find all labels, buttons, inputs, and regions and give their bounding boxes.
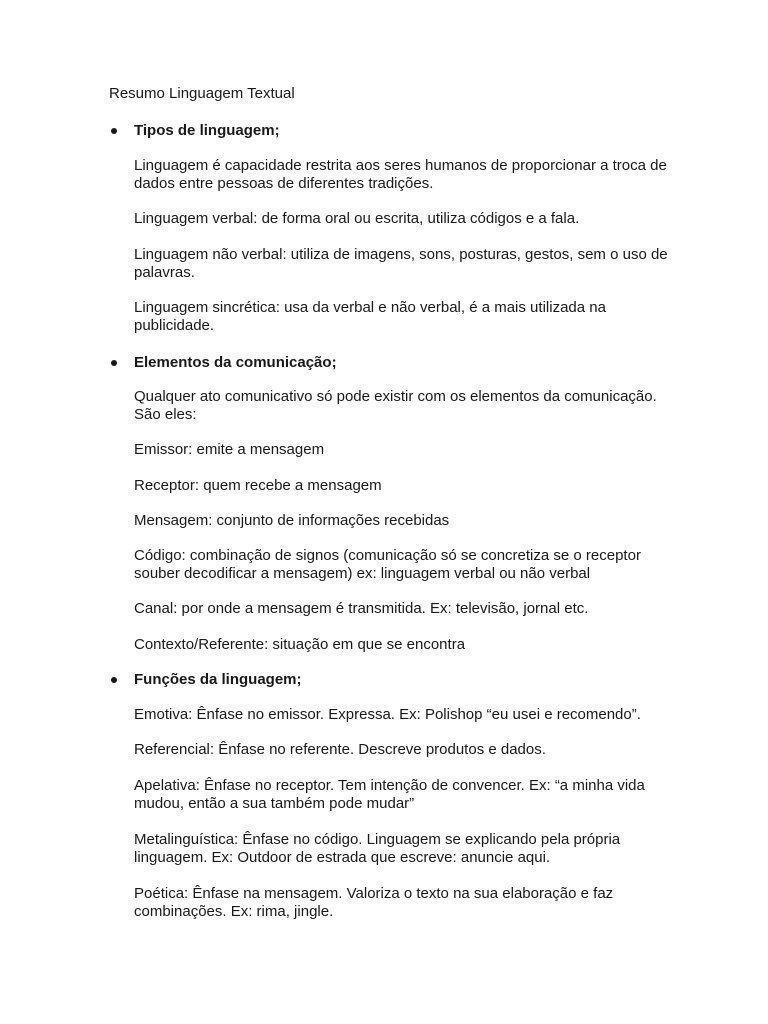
paragraph: Linguagem verbal: de forma oral ou escrita, utiliza códigos e a fala. (134, 210, 580, 227)
bullet-icon (111, 128, 117, 134)
paragraph: Receptor: quem recebe a mensagem (134, 477, 382, 494)
paragraph: Emissor: emite a mensagem (134, 441, 325, 458)
paragraph: Linguagem não verbal: utiliza de imagens, sons, posturas, gestos, sem o uso de palavras. (134, 246, 668, 281)
section-heading-funcoes: Funções da linguagem; (134, 671, 302, 688)
paragraph: Contexto/Referente: situação em que se encontra (134, 636, 466, 653)
paragraph: Linguagem sincrética: usa da verbal e não verbal, é a mais utilizada na publicidade. (134, 299, 606, 334)
paragraph: Metalinguística: Ênfase no código. Linguagem se explicando pela própria linguagem. Ex: Outdoor de estrada que escreve: anuncie aqui. (134, 831, 621, 866)
paragraph: Mensagem: conjunto de informações recebidas (134, 512, 450, 529)
paragraph: Canal: por onde a mensagem é transmitida. Ex: televisão, jornal etc. (134, 600, 589, 617)
paragraph: Código: combinação de signos (comunicação só se concretiza se o receptor souber decodificar a mensagem) ex: linguagem verbal ou não verbal (134, 547, 641, 582)
bullet-icon (111, 360, 117, 366)
bullet-icon (111, 677, 117, 683)
document-title: Resumo Linguagem Textual (109, 85, 295, 102)
paragraph: Referencial: Ênfase no referente. Descreve produtos e dados. (134, 741, 546, 758)
paragraph: Apelativa: Ênfase no receptor. Tem intenção de convencer. Ex: “a minha vida mudou, então a sua também pode mudar” (134, 777, 645, 812)
paragraph: Poética: Ênfase na mensagem. Valoriza o texto na sua elaboração e faz combinações. Ex: rima, jingle. (134, 885, 614, 920)
section-heading-elementos: Elementos da comunicação; (134, 354, 337, 371)
section-heading-tipos: Tipos de linguagem; (134, 122, 280, 139)
paragraph: Qualquer ato comunicativo só pode existir com os elementos da comunicação. São eles: (134, 388, 657, 423)
paragraph: Emotiva: Ênfase no emissor. Expressa. Ex: Polishop “eu usei e recomendo”. (134, 706, 641, 723)
paragraph: Linguagem é capacidade restrita aos seres humanos de proporcionar a troca de dados entre pessoas de diferentes tradições. (134, 157, 667, 192)
